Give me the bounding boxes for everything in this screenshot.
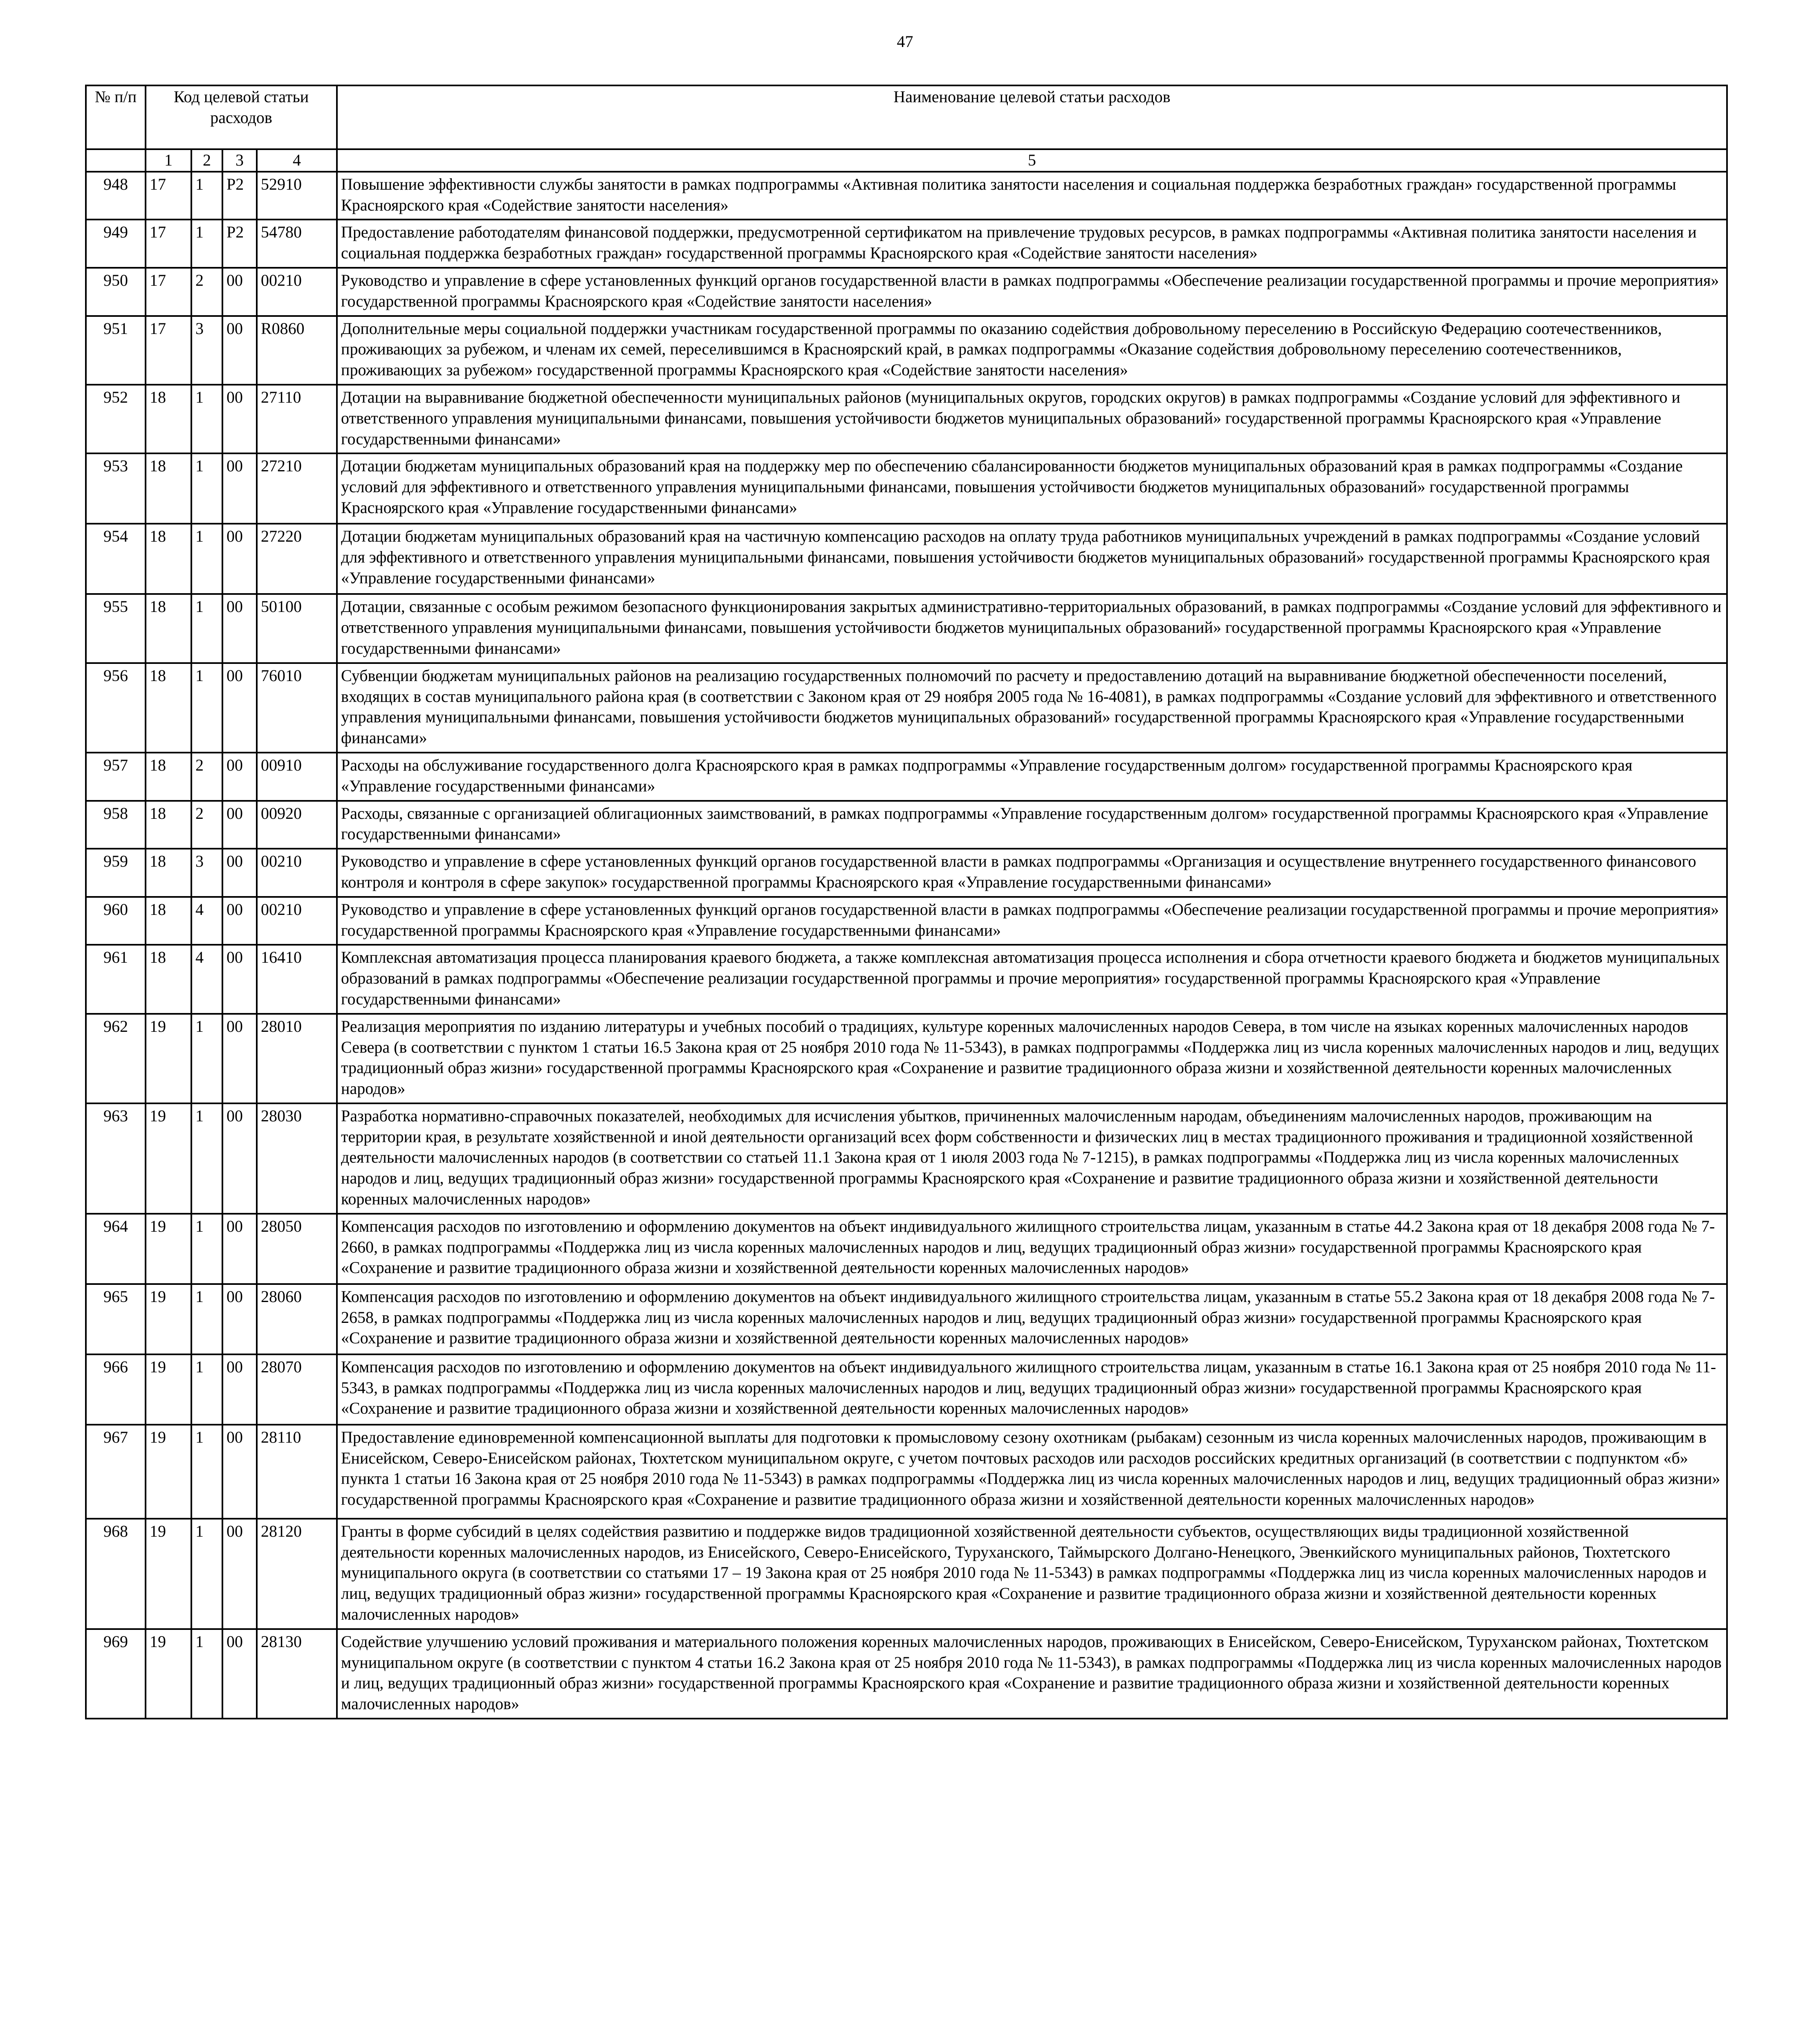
article-name: Расходы на обслуживание государственного долга Красноярского края в рамках подпрограммы «Управление государственным долгом» государственной программы Красноярского края «Управление государственными финансами» [337,753,1727,801]
code-part-3: 00 [222,897,257,945]
code-part-3: 00 [222,1014,257,1103]
code-part-4: 00910 [257,753,337,801]
code-part-2: 1 [191,385,222,453]
code-part-2: 4 [191,945,222,1013]
header-number-5: 5 [337,149,1727,172]
code-part-3: 00 [222,316,257,385]
table-row [86,663,1727,753]
row-number: 957 [86,753,146,801]
code-part-3: 00 [222,1103,257,1214]
code-part-4: 28060 [257,1284,337,1354]
article-name: Руководство и управление в сфере установленных функций органов государственной власти в рамках подпрограммы «Обеспечение реализации государственной программы и прочие мероприятия» государственной программы Красноярского края «Содействие занятости населения» [337,268,1727,316]
code-part-4: 28110 [257,1425,337,1519]
row-number: 952 [86,385,146,453]
table-row [86,316,1727,385]
table-row [86,594,1727,663]
code-part-4: 28010 [257,1014,337,1103]
row-number: 969 [86,1629,146,1719]
page-number: 47 [897,32,913,51]
table-row [86,1014,1727,1103]
table-row [86,897,1727,945]
row-number: 967 [86,1425,146,1519]
code-part-3: 00 [222,1354,257,1425]
code-part-4: 54780 [257,220,337,268]
code-part-2: 1 [191,220,222,268]
row-number: 963 [86,1103,146,1214]
code-part-2: 1 [191,1103,222,1214]
code-part-1: 18 [146,663,191,753]
code-part-1: 19 [146,1014,191,1103]
article-name: Повышение эффективности службы занятости в рамках подпрограммы «Активная политика занятости населения и социальная поддержка безработных граждан» государственной программы Красноярского края «Содействие занятости населения» [337,172,1727,220]
header-number-2: 2 [191,149,222,172]
header-name: Наименование целевой статьи расходов [337,85,1727,149]
header-code: Код целевой статьи расходов [146,85,337,149]
article-name: Предоставление работодателям финансовой поддержки, предусмотренной сертификатом на привлечение трудовых ресурсов, в рамках подпрограммы «Активная политика занятости населения и социальная поддержка безработных граждан» государственной программы Красноярского края «Содействие занятости населения» [337,220,1727,268]
code-part-1: 19 [146,1629,191,1719]
code-part-2: 1 [191,1425,222,1519]
code-part-3: 00 [222,1629,257,1719]
table-row [86,1103,1727,1214]
row-number: 954 [86,524,146,594]
article-name: Комплексная автоматизация процесса планирования краевого бюджета, а также комплексная автоматизация процесса исполнения и сбора отчетности краевого бюджета и бюджетов муниципальных образований в рамках подпрограммы «Обеспечение реализации государственной программы и прочие мероприятия» государственной программы Красноярского края «Управление государственными финансами» [337,945,1727,1013]
row-number: 953 [86,453,146,524]
code-part-1: 18 [146,897,191,945]
table-row [86,1519,1727,1629]
code-part-3: 00 [222,1425,257,1519]
header-number-1: 1 [146,149,191,172]
code-part-2: 1 [191,1284,222,1354]
code-part-1: 18 [146,753,191,801]
code-part-3: P2 [222,172,257,220]
header-row [86,85,1727,149]
code-part-2: 1 [191,663,222,753]
code-part-4: 00210 [257,849,337,897]
header-number-empty [86,149,146,172]
article-name: Дотации, связанные с особым режимом безопасного функционирования закрытых административно-территориальных образований, в рамках подпрограммы «Создание условий для эффективного и ответственного управления муниципальными финансами, повышения устойчивости бюджетов муниципальных образований» государственной программы Красноярского края «Управление государственными финансами» [337,594,1727,663]
code-part-3: 00 [222,801,257,849]
code-part-4: 50100 [257,594,337,663]
code-part-3: P2 [222,220,257,268]
code-part-4: 28120 [257,1519,337,1629]
code-part-3: 00 [222,1284,257,1354]
code-part-3: 00 [222,1214,257,1284]
table-row [86,453,1727,524]
code-part-3: 00 [222,849,257,897]
article-name: Субвенции бюджетам муниципальных районов на реализацию государственных полномочий по расчету и предоставлению дотаций на выравнивание бюджетной обеспеченности поселений, входящих в состав муниципального района края (в соответствии с Законом края от 29 ноября 2005 года № 16-4081), в рамках подпрограммы «Создание условий для эффективного и ответственного управления муниципальными финансами, повышения устойчивости бюджетов муниципальных образований» государственной программы Красноярского края «Управление государственными финансами» [337,663,1727,753]
article-name: Руководство и управление в сфере установленных функций органов государственной власти в рамках подпрограммы «Обеспечение реализации государственной программы и прочие мероприятия» государственной программы Красноярского края «Управление государственными финансами» [337,897,1727,945]
table-row [86,524,1727,594]
code-part-4: 16410 [257,945,337,1013]
code-part-2: 1 [191,1519,222,1629]
table-row [86,945,1727,1013]
code-part-2: 4 [191,897,222,945]
code-part-4: 28070 [257,1354,337,1425]
code-part-2: 1 [191,1214,222,1284]
code-part-3: 00 [222,594,257,663]
table-row [86,220,1727,268]
article-name: Гранты в форме субсидий в целях содействия развитию и поддержке видов традиционной хозяйственной деятельности субъектов, осуществляющих виды традиционной хозяйственной деятельности коренных малочисленных народов, из Енисейского, Северо-Енисейского, Туруханского, Таймырского Долгано-Ненецкого, Эвенкийского муниципальных районов, Тюхтетского муниципального округа (в соответствии со статьями 17 – 19 Закона края от 25 ноября 2010 года № 11-5343) в рамках подпрограммы «Поддержка лиц из числа коренных малочисленных народов и лиц, ведущих традиционный образ жизни» государственной программы Красноярского края «Сохранение и развитие традиционного образа жизни и хозяйственной деятельности коренных малочисленных народов» [337,1519,1727,1629]
target-articles-table [85,85,1728,1719]
code-part-2: 1 [191,1629,222,1719]
code-part-1: 17 [146,316,191,385]
code-part-1: 19 [146,1425,191,1519]
article-name: Компенсация расходов по изготовлению и оформлению документов на объект индивидуального жилищного строительства лицам, указанным в статье 55.2 Закона края от 18 декабря 2008 года № 7-2658, в рамках подпрограммы «Поддержка лиц из числа коренных малочисленных народов и лиц, ведущих традиционный образ жизни» государственной программы Красноярского края «Сохранение и развитие традиционного образа жизни и хозяйственной деятельности коренных малочисленных народов» [337,1284,1727,1354]
code-part-4: 28030 [257,1103,337,1214]
code-part-4: R0860 [257,316,337,385]
code-part-4: 28130 [257,1629,337,1719]
row-number: 960 [86,897,146,945]
table-row [86,849,1727,897]
row-number: 958 [86,801,146,849]
code-part-3: 00 [222,385,257,453]
header-num: № п/п [86,85,146,149]
code-part-3: 00 [222,945,257,1013]
code-part-1: 19 [146,1519,191,1629]
table-row [86,1629,1727,1719]
code-part-1: 17 [146,268,191,316]
article-name: Разработка нормативно-справочных показателей, необходимых для исчисления убытков, причиненных малочисленным народам, объединениям малочисленных народов, проживающим на территории края, в результате хозяйственной и иной деятельности организаций всех форм собственности и физических лиц в местах традиционного проживания и традиционной хозяйственной деятельности малочисленных народов (в соответствии со статьей 11.1 Закона края от 1 июля 2003 года № 7-1215), в рамках подпрограммы «Поддержка лиц из числа коренных малочисленных народов и лиц, ведущих традиционный образ жизни» государственной программы Красноярского края «Сохранение и развитие традиционного образа жизни и хозяйственной деятельности коренных малочисленных народов» [337,1103,1727,1214]
row-number: 965 [86,1284,146,1354]
row-number: 951 [86,316,146,385]
code-part-2: 1 [191,594,222,663]
table-row [86,1425,1727,1519]
article-name: Дотации бюджетам муниципальных образований края на частичную компенсацию расходов на оплату труда работников муниципальных учреждений в рамках подпрограммы «Создание условий для эффективного и ответственного управления муниципальными финансами, повышения устойчивости бюджетов муниципальных образований» государственной программы Красноярского края «Управление государственными финансами» [337,524,1727,594]
row-number: 964 [86,1214,146,1284]
code-part-2: 1 [191,1014,222,1103]
code-part-2: 1 [191,1354,222,1425]
table-row [86,172,1727,220]
code-part-1: 18 [146,385,191,453]
row-number: 948 [86,172,146,220]
row-number: 968 [86,1519,146,1629]
header-number-3: 3 [222,149,257,172]
code-part-2: 1 [191,453,222,524]
article-name: Дополнительные меры социальной поддержки участникам государственной программы по оказанию содействия добровольному переселению в Российскую Федерацию соотечественников, проживающих за рубежом, и членам их семей, переселившимся в Красноярский край, в рамках подпрограммы «Оказание содействия добровольному переселению соотечественников, проживающих за рубежом» государственной программы Красноярского края «Содействие занятости населения» [337,316,1727,385]
code-part-1: 18 [146,453,191,524]
code-part-4: 76010 [257,663,337,753]
code-part-3: 00 [222,1519,257,1629]
article-name: Компенсация расходов по изготовлению и оформлению документов на объект индивидуального жилищного строительства лицам, указанным в статье 16.1 Закона края от 25 ноября 2010 года № 11-5343, в рамках подпрограммы «Поддержка лиц из числа коренных малочисленных народов и лиц, ведущих традиционный образ жизни» государственной программы Красноярского края «Сохранение и развитие традиционного образа жизни и хозяйственной деятельности коренных малочисленных народов» [337,1354,1727,1425]
code-part-2: 2 [191,801,222,849]
code-part-2: 1 [191,172,222,220]
code-part-4: 27220 [257,524,337,594]
code-part-2: 3 [191,849,222,897]
code-part-4: 00210 [257,897,337,945]
code-part-1: 18 [146,849,191,897]
row-number: 949 [86,220,146,268]
article-name: Дотации на выравнивание бюджетной обеспеченности муниципальных районов (муниципальных округов, городских округов) в рамках подпрограммы «Создание условий для эффективного и ответственного управления муниципальными финансами, повышения устойчивости бюджетов муниципальных образований» государственной программы Красноярского края «Управление государственными финансами» [337,385,1727,453]
code-part-3: 00 [222,753,257,801]
code-part-2: 2 [191,753,222,801]
row-number: 961 [86,945,146,1013]
row-number: 966 [86,1354,146,1425]
article-name: Предоставление единовременной компенсационной выплаты для подготовки к промысловому сезону охотникам (рыбакам) сезонным из числа коренных малочисленных народов, проживающим в Енисейском, Северо-Енисейском районах, Тюхтетском муниципальном округе, с учетом почтовых расходов или расходов российских кредитных организаций (в соответствии с подпунктом «б» пункта 1 статьи 16 Закона края от 25 ноября 2010 года № 11-5343) в рамках подпрограммы «Поддержка лиц из числа коренных малочисленных народов и лиц, ведущих традиционный образ жизни» государственной программы Красноярского края «Сохранение и развитие традиционного образа жизни и хозяйственной деятельности коренных малочисленных народов» [337,1425,1727,1519]
article-name: Реализация мероприятия по изданию литературы и учебных пособий о традициях, культуре коренных малочисленных народов Севера, в том числе на языках коренных малочисленных народов Севера (в соответствии с пунктом 1 статьи 16.5 Закона края от 25 ноября 2010 года № 11-5343), в рамках подпрограммы «Поддержка лиц из числа коренных малочисленных народов и лиц, ведущих традиционный образ жизни» государственной программы Красноярского края «Сохранение и развитие традиционного образа жизни и хозяйственной деятельности коренных малочисленных народов» [337,1014,1727,1103]
code-part-4: 00210 [257,268,337,316]
code-part-1: 17 [146,172,191,220]
table-row [86,268,1727,316]
code-part-2: 2 [191,268,222,316]
table-row [86,753,1727,801]
article-name: Расходы, связанные с организацией облигационных заимствований, в рамках подпрограммы «Управление государственным долгом» государственной программы Красноярского края «Управление государственными финансами» [337,801,1727,849]
code-part-1: 19 [146,1354,191,1425]
code-part-1: 18 [146,801,191,849]
article-name: Дотации бюджетам муниципальных образований края на поддержку мер по обеспечению сбалансированности бюджетов муниципальных образований края в рамках подпрограммы «Создание условий для эффективного и ответственного управления муниципальными финансами, повышения устойчивости бюджетов муниципальных образований» государственной программы Красноярского края «Управление государственными финансами» [337,453,1727,524]
code-part-4: 28050 [257,1214,337,1284]
code-part-2: 1 [191,524,222,594]
row-number: 950 [86,268,146,316]
table-row [86,1214,1727,1284]
table-row [86,801,1727,849]
table-row [86,385,1727,453]
code-part-1: 19 [146,1214,191,1284]
header-number-4: 4 [257,149,337,172]
article-name: Руководство и управление в сфере установленных функций органов государственной власти в рамках подпрограммы «Организация и осуществление внутреннего государственного финансового контроля и контроля в сфере закупок» государственной программы Красноярского края «Управление государственными финансами» [337,849,1727,897]
code-part-1: 19 [146,1103,191,1214]
code-part-1: 18 [146,945,191,1013]
table-row [86,1284,1727,1354]
article-name: Содействие улучшению условий проживания и материального положения коренных малочисленных народов, проживающих в Енисейском, Северо-Енисейском, Туруханском районах, Тюхтетском муниципальном округе (в соответствии с пунктом 4 статьи 16.2 Закона края от 25 ноября 2010 года № 11-5343), в рамках подпрограммы «Поддержка лиц из числа коренных малочисленных народов и лиц, ведущих традиционный образ жизни» государственной программы Красноярского края «Сохранение и развитие традиционного образа жизни и хозяйственной деятельности коренных малочисленных народов» [337,1629,1727,1719]
row-number: 959 [86,849,146,897]
table-row [86,1354,1727,1425]
row-number: 955 [86,594,146,663]
code-part-3: 00 [222,268,257,316]
header-number-row [86,149,1727,172]
code-part-1: 18 [146,594,191,663]
code-part-4: 52910 [257,172,337,220]
code-part-3: 00 [222,453,257,524]
code-part-2: 3 [191,316,222,385]
code-part-4: 27210 [257,453,337,524]
code-part-3: 00 [222,663,257,753]
row-number: 956 [86,663,146,753]
row-number: 962 [86,1014,146,1103]
code-part-3: 00 [222,524,257,594]
code-part-4: 27110 [257,385,337,453]
article-name: Компенсация расходов по изготовлению и оформлению документов на объект индивидуального жилищного строительства лицам, указанным в статье 44.2 Закона края от 18 декабря 2008 года № 7-2660, в рамках подпрограммы «Поддержка лиц из числа коренных малочисленных народов и лиц, ведущих традиционный образ жизни» государственной программы Красноярского края «Сохранение и развитие традиционного образа жизни и хозяйственной деятельности коренных малочисленных народов» [337,1214,1727,1284]
code-part-1: 17 [146,220,191,268]
code-part-1: 19 [146,1284,191,1354]
code-part-1: 18 [146,524,191,594]
code-part-4: 00920 [257,801,337,849]
